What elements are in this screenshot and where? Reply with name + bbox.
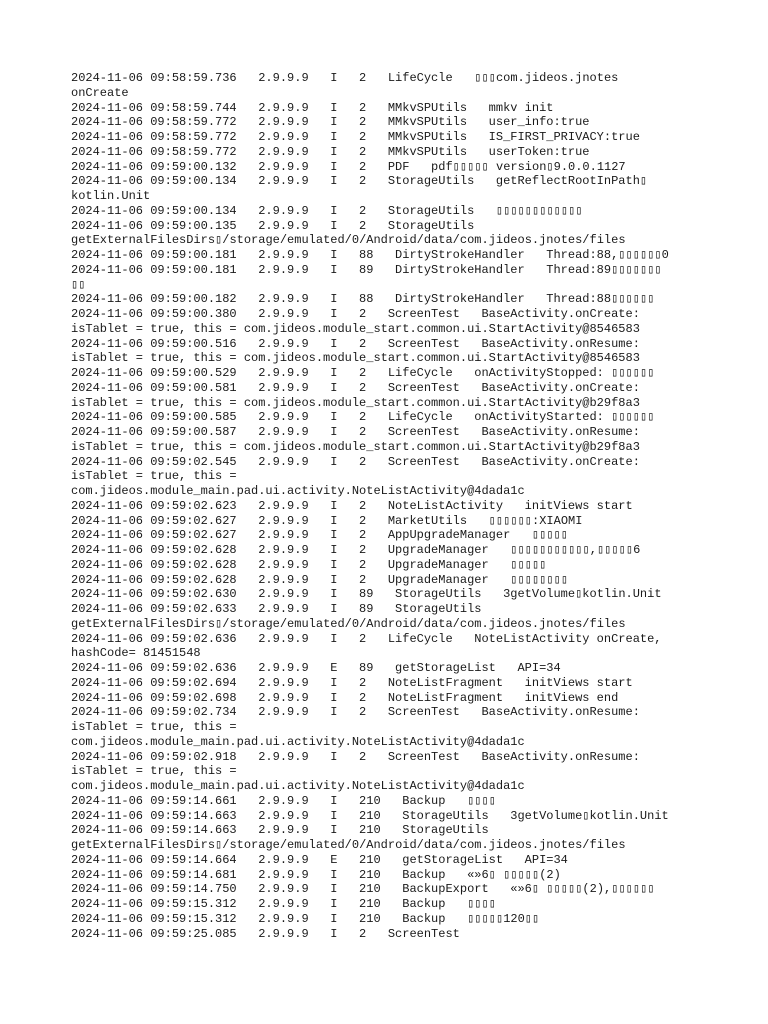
- log-line: kotlin.Unit: [71, 189, 151, 203]
- log-line: 2024-11-06 09:58:59.744 2.9.9.9 I 2 MMkvSPUtils mmkv init: [71, 100, 554, 115]
- log-line: 2024-11-06 09:59:02.628 2.9.9.9 I 2 UpgradeManager ▯▯▯▯▯: [71, 557, 547, 572]
- log-line: 2024-11-06 09:59:02.636 2.9.9.9 E 89 getStorageList API=34: [71, 661, 561, 675]
- log-line: hashCode= 81451548: [71, 646, 201, 661]
- log-line: 2024-11-06 09:59:14.661 2.9.9.9 I 210 Backup ▯▯▯▯: [71, 793, 496, 808]
- log-line: 2024-11-06 09:59:02.636 2.9.9.9 I 2 LifeCycle NoteListActivity onCreate,: [71, 631, 662, 646]
- log-line: 2024-11-06 09:58:59.772 2.9.9.9 I 2 MMkvSPUtils user_info:true: [71, 115, 590, 130]
- log-line: 2024-11-06 09:59:02.545 2.9.9.9 I 2 ScreenTest BaseActivity.onCreate:: [71, 454, 640, 469]
- log-line: 2024-11-06 09:59:00.134 2.9.9.9 I 2 StorageUtils getReflectRootInPath▯: [71, 174, 648, 189]
- log-line: 2024-11-06 09:59:14.664 2.9.9.9 E 210 getStorageList API=34: [71, 852, 568, 867]
- log-line: 2024-11-06 09:59:02.633 2.9.9.9 I 89 StorageUtils: [71, 602, 482, 616]
- log-line: isTablet = true, this =: [71, 720, 237, 734]
- log-line: 2024-11-06 09:59:14.663 2.9.9.9 I 210 StorageUtils 3getVolume▯kotlin.Unit: [71, 808, 669, 823]
- log-line: 2024-11-06 09:59:00.380 2.9.9.9 I 2 ScreenTest BaseActivity.onCreate:: [71, 307, 640, 321]
- log-line: getExternalFilesDirs▯/storage/emulated/0/Android/data/com.jideos.jnotes/files: [71, 616, 626, 631]
- log-line: 2024-11-06 09:59:02.627 2.9.9.9 I 2 AppUpgradeManager ▯▯▯▯▯: [71, 528, 568, 543]
- log-line: 2024-11-06 09:59:02.734 2.9.9.9 I 2 ScreenTest BaseActivity.onResume:: [71, 705, 640, 720]
- log-line: isTablet = true, this =: [71, 764, 237, 779]
- log-line: ▯▯: [71, 277, 86, 292]
- log-line: 2024-11-06 09:58:59.736 2.9.9.9 I 2 LifeCycle ▯▯▯com.jideos.jnotes: [71, 71, 619, 85]
- log-line: 2024-11-06 09:59:02.694 2.9.9.9 I 2 NoteListFragment initViews start: [71, 675, 633, 690]
- log-line: 2024-11-06 09:59:00.181 2.9.9.9 I 89 DirtyStrokeHandler Thread:89▯▯▯▯▯▯▯: [71, 262, 662, 277]
- log-line: 2024-11-06 09:59:14.750 2.9.9.9 I 210 BackupExport «»6▯ ▯▯▯▯▯(2),▯▯▯▯▯▯: [71, 882, 655, 897]
- log-line: 2024-11-06 09:59:02.628 2.9.9.9 I 2 UpgradeManager ▯▯▯▯▯▯▯▯▯▯▯,▯▯▯▯▯6: [71, 543, 641, 557]
- log-line: com.jideos.module_main.pad.ui.activity.NoteListActivity@4dada1c: [71, 484, 525, 498]
- log-line: 2024-11-06 09:59:14.681 2.9.9.9 I 210 Backup «»6▯ ▯▯▯▯▯(2): [71, 867, 561, 882]
- log-line: 2024-11-06 09:59:00.134 2.9.9.9 I 2 StorageUtils ▯▯▯▯▯▯▯▯▯▯▯▯: [71, 203, 583, 218]
- log-line: 2024-11-06 09:59:00.132 2.9.9.9 I 2 PDF pdf▯▯▯▯▯ version▯9.0.0.1127: [71, 159, 626, 174]
- log-line: 2024-11-06 09:59:25.085 2.9.9.9 I 2 ScreenTest: [71, 926, 460, 941]
- log-line: 2024-11-06 09:59:02.698 2.9.9.9 I 2 NoteListFragment initViews end: [71, 690, 619, 705]
- log-text-body: [71, 71, 711, 941]
- log-line: onCreate: [71, 85, 129, 100]
- log-line: isTablet = true, this = com.jideos.module_start.common.ui.StartActivity@b29f8a3: [71, 439, 640, 454]
- log-line: isTablet = true, this =: [71, 469, 237, 484]
- log-line: 2024-11-06 09:58:59.772 2.9.9.9 I 2 MMkvSPUtils userToken:true: [71, 144, 590, 159]
- log-line: com.jideos.module_main.pad.ui.activity.NoteListActivity@4dada1c: [71, 779, 525, 793]
- log-line: 2024-11-06 09:58:59.772 2.9.9.9 I 2 MMkvSPUtils IS_FIRST_PRIVACY:true: [71, 130, 640, 144]
- log-line: getExternalFilesDirs▯/storage/emulated/0/Android/data/com.jideos.jnotes/files: [71, 233, 626, 248]
- log-line: 2024-11-06 09:59:02.623 2.9.9.9 I 2 NoteListActivity initViews start: [71, 498, 633, 513]
- log-line: getExternalFilesDirs▯/storage/emulated/0/Android/data/com.jideos.jnotes/files: [71, 838, 626, 852]
- log-line: 2024-11-06 09:59:02.628 2.9.9.9 I 2 UpgradeManager ▯▯▯▯▯▯▯▯: [71, 572, 569, 587]
- log-line: 2024-11-06 09:59:15.312 2.9.9.9 I 210 Backup ▯▯▯▯▯120▯▯: [71, 911, 540, 926]
- log-line: 2024-11-06 09:59:02.630 2.9.9.9 I 89 StorageUtils 3getVolume▯kotlin.Unit: [71, 587, 662, 602]
- log-line: 2024-11-06 09:59:15.312 2.9.9.9 I 210 Backup ▯▯▯▯: [71, 897, 496, 911]
- log-line: isTablet = true, this = com.jideos.module_start.common.ui.StartActivity@b29f8a3: [71, 395, 640, 410]
- log-line: 2024-11-06 09:59:00.181 2.9.9.9 I 88 DirtyStrokeHandler Thread:88,▯▯▯▯▯▯0: [71, 248, 669, 262]
- log-line: isTablet = true, this = com.jideos.module_start.common.ui.StartActivity@8546583: [71, 351, 640, 366]
- log-line: isTablet = true, this = com.jideos.module_start.common.ui.StartActivity@8546583: [71, 321, 640, 336]
- log-line: 2024-11-06 09:59:02.918 2.9.9.9 I 2 ScreenTest BaseActivity.onResume:: [71, 749, 640, 764]
- log-line: 2024-11-06 09:59:02.627 2.9.9.9 I 2 MarketUtils ▯▯▯▯▯▯:XIAOMI: [71, 513, 583, 528]
- log-line: 2024-11-06 09:59:00.585 2.9.9.9 I 2 LifeCycle onActivityStarted: ▯▯▯▯▯▯: [71, 410, 655, 425]
- log-line: 2024-11-06 09:59:00.516 2.9.9.9 I 2 ScreenTest BaseActivity.onResume:: [71, 336, 640, 351]
- log-line: com.jideos.module_main.pad.ui.activity.NoteListActivity@4dada1c: [71, 734, 525, 749]
- log-line: 2024-11-06 09:59:00.529 2.9.9.9 I 2 LifeCycle onActivityStopped: ▯▯▯▯▯▯: [71, 366, 655, 380]
- log-line: 2024-11-06 09:59:00.587 2.9.9.9 I 2 ScreenTest BaseActivity.onResume:: [71, 425, 640, 439]
- log-line: 2024-11-06 09:59:00.135 2.9.9.9 I 2 StorageUtils: [71, 218, 475, 233]
- log-line: 2024-11-06 09:59:00.182 2.9.9.9 I 88 DirtyStrokeHandler Thread:88▯▯▯▯▯▯: [71, 292, 655, 307]
- log-line: 2024-11-06 09:59:14.663 2.9.9.9 I 210 StorageUtils: [71, 823, 489, 838]
- log-line: 2024-11-06 09:59:00.581 2.9.9.9 I 2 ScreenTest BaseActivity.onCreate:: [71, 380, 640, 395]
